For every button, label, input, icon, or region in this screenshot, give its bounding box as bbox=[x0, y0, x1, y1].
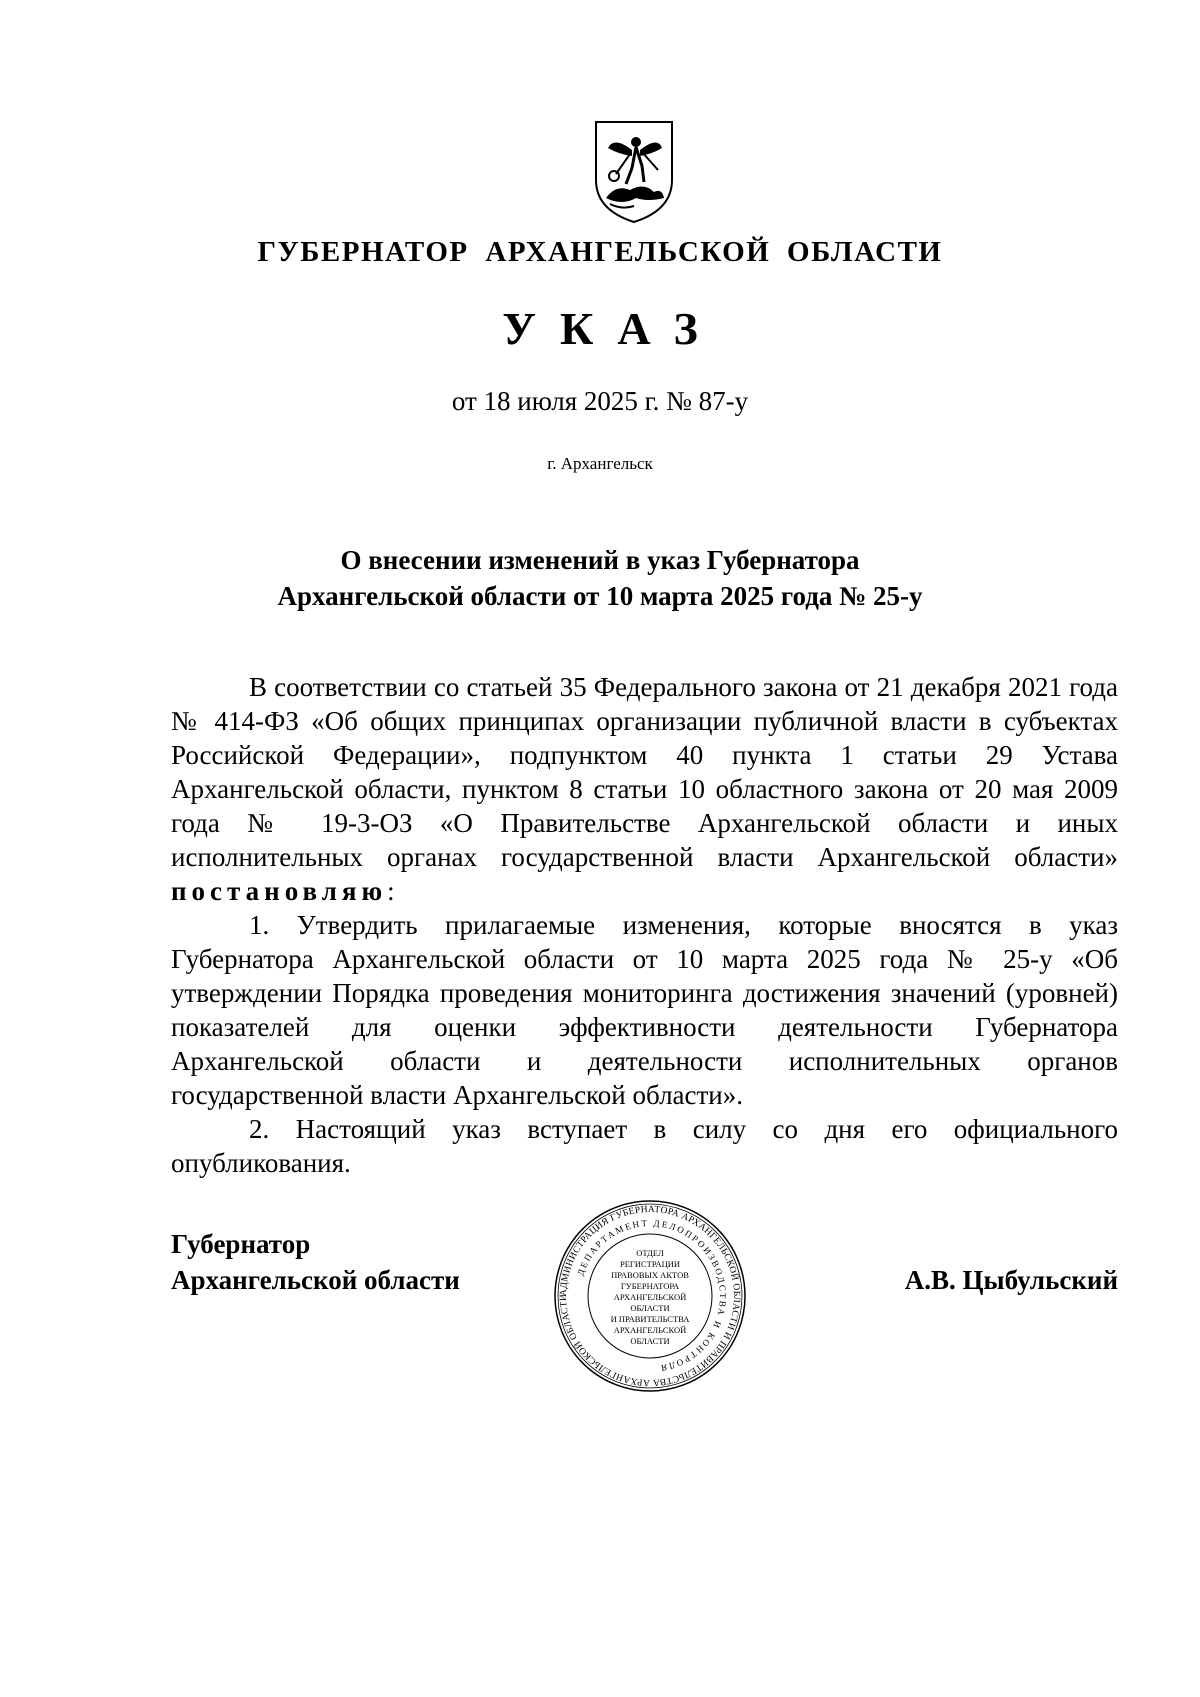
document-subject bbox=[0, 542, 1200, 614]
official-stamp bbox=[550, 1196, 750, 1396]
svg-text:ОБЛАСТИ: ОБЛАСТИ bbox=[630, 1336, 670, 1346]
item-2-paragraph: 2. Настоящий указ вступает в силу со дня его официального опубликования. bbox=[171, 1114, 1118, 1178]
authority-title: ГУБЕРНАТОР АРХАНГЕЛЬСКОЙ ОБЛАСТИ bbox=[257, 236, 943, 268]
preamble-paragraph bbox=[171, 670, 1118, 908]
document-date-number: от 18 июля 2025 г. № 87-у bbox=[451, 386, 749, 416]
stamp-ring-text: ДЕПАРТАМЕНТ ДЕЛОПРОИЗВОДСТВА И КОНТРОЛЯ bbox=[575, 1217, 729, 1374]
svg-text:АРХАНГЕЛЬСКОЙ: АРХАНГЕЛЬСКОЙ bbox=[613, 1325, 687, 1335]
signatory-name: А.В. Цыбульский bbox=[904, 1265, 1118, 1295]
document-body bbox=[171, 670, 1118, 1180]
item-1-paragraph: 1. Утвердить прилагаемые изменения, которые вносятся в указ Губернатора Архангельской области от 10 марта 2025 года № 25-у «Об утверждении Порядка проведения мониторинга достижения значений (уровней) показателей для оценки эффективности деятельности Губернатора Архангельской области и деятельности исполнительных органов государственной власти Архангельской области». bbox=[171, 910, 1118, 1110]
document-type: УКАЗ bbox=[502, 303, 722, 354]
svg-text:ОБЛАСТИ: ОБЛАСТИ bbox=[630, 1303, 670, 1313]
svg-text:ПРАВОВЫХ АКТОВ: ПРАВОВЫХ АКТОВ bbox=[611, 1270, 689, 1280]
svg-text:ОТДЕЛ: ОТДЕЛ bbox=[636, 1248, 664, 1258]
preamble-text: В соответствии со статьей 35 Федерального закона от 21 декабря 2021 года № 414-ФЗ «Об общих принципах организации публичной власти в субъектах Российской Федерации», подпунктом 40 пункта 1 статьи 29 Устава Архангельской области, пунктом 8 статьи 10 областного закона от 20 мая 2009 года № 19-3-ОЗ «О Правительстве Архангельской области и иных исполнительных органах государственной власти Архангельской области» bbox=[171, 672, 1118, 872]
svg-text:ГУБЕРНАТОРА: ГУБЕРНАТОРА bbox=[620, 1281, 680, 1291]
signatory-position-line-2: Архангельской области bbox=[171, 1265, 460, 1295]
document-city: г. Архангельск bbox=[547, 454, 653, 473]
signatory-position bbox=[171, 1226, 460, 1298]
decree-word: постановляю bbox=[171, 876, 388, 906]
subject-line-1: О внесении изменений в указ Губернатора bbox=[340, 545, 860, 575]
subject-line-2: Архангельской области от 10 марта 2025 года № 25-у bbox=[277, 581, 923, 611]
decree-colon: : bbox=[387, 876, 395, 906]
signatory-position-line-1: Губернатор bbox=[171, 1229, 311, 1259]
svg-text:РЕГИСТРАЦИИ: РЕГИСТРАЦИИ bbox=[619, 1259, 681, 1269]
svg-text:И ПРАВИТЕЛЬСТВА: И ПРАВИТЕЛЬСТВА bbox=[610, 1314, 690, 1324]
stamp-outer-text: АДМИНИСТРАЦИЯ ГУБЕРНАТОРА АРХАНГЕЛЬСКОЙ ОБЛАСТИ И ПРАВИТЕЛЬСТВА АРХАНГЕЛЬСКОЙ ОБЛАСТИ bbox=[558, 1204, 742, 1388]
svg-text:АРХАНГЕЛЬСКОЙ: АРХАНГЕЛЬСКОЙ bbox=[613, 1292, 687, 1302]
stamp-inner-text bbox=[611, 1248, 691, 1346]
coat-of-arms-emblem bbox=[592, 118, 676, 226]
